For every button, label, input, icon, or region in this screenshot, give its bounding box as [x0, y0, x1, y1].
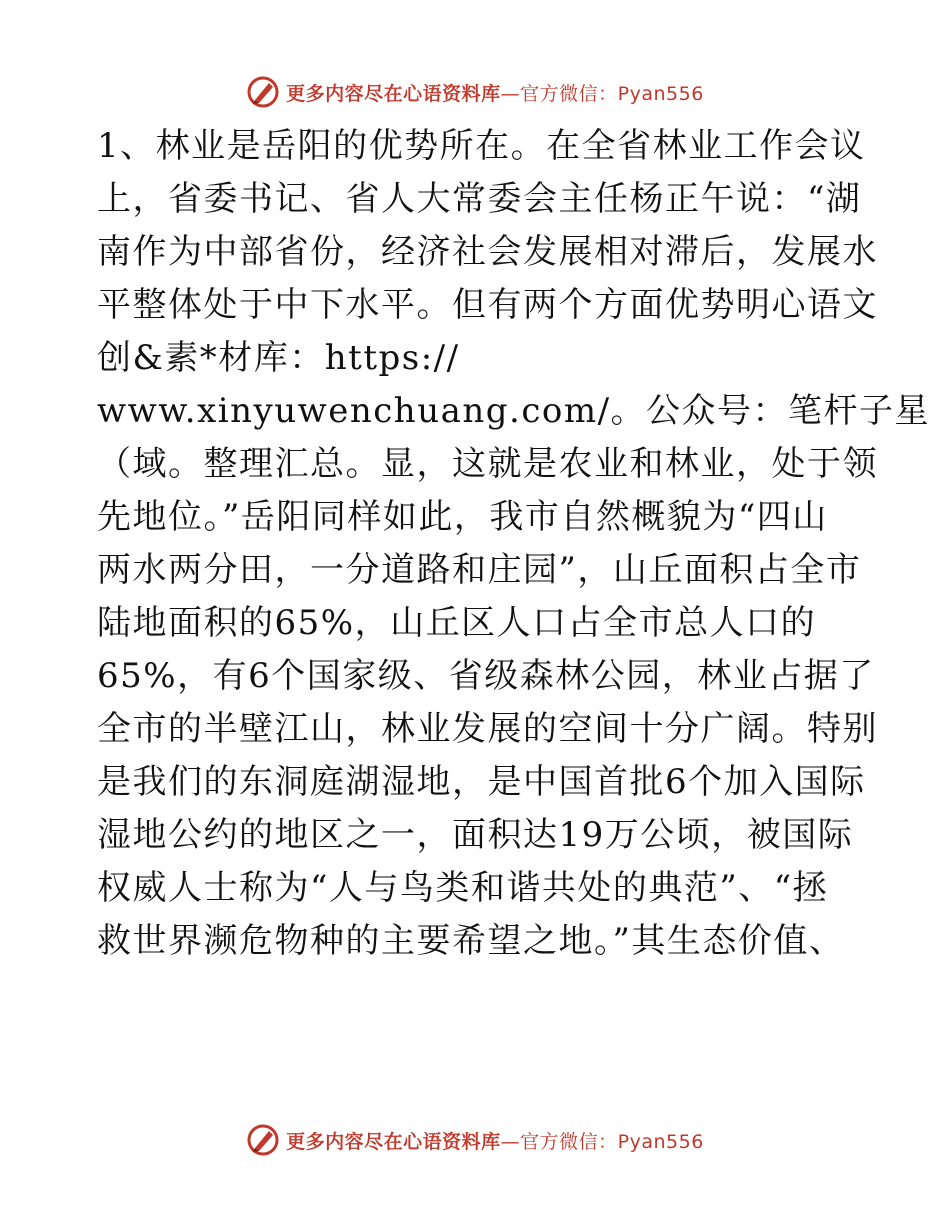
footer-watermark-text: 更多内容尽在心语资料库—官方微信：Pyan556: [286, 1130, 704, 1153]
text-line: 南作为中部省份，经济社会发展相对滞后，发展水: [97, 232, 878, 272]
text-line: （域。整理汇总。显，这就是农业和林业，处于领: [97, 444, 878, 484]
text-line: 创&素*材库：https://: [97, 338, 460, 378]
text-line: 上，省委书记、省人大常委会主任杨正午说：“湖: [97, 179, 862, 219]
text-line: 权威人士称为“人与鸟类和谐共处的典范”、“拯: [97, 868, 829, 908]
text-line: www.xinyuwenchuang.com/。公众号：笔杆子星: [97, 391, 931, 431]
text-line: 是我们的东洞庭湖湿地，是中国首批6个加入国际: [97, 762, 866, 802]
pen-logo-icon: [246, 75, 280, 109]
text-line: 全市的半壁江山，林业发展的空间十分广阔。特别: [97, 709, 878, 749]
text-line: 65%，有6个国家级、省级森林公园，林业占据了: [97, 656, 875, 696]
header-watermark-banner: [0, 72, 950, 112]
text-line: 救世界濒危物种的主要希望之地。”其生态价值、: [97, 921, 845, 961]
text-line: 湿地公约的地区之一，面积达19万公顷，被国际: [97, 815, 854, 855]
text-line: 两水两分田，一分道路和庄园”，山丘面积占全市: [97, 550, 862, 590]
header-watermark-text: 更多内容尽在心语资料库—官方微信：Pyan556: [286, 82, 704, 105]
text-line: 1、林业是岳阳的优势所在。在全省林业工作会议: [97, 126, 866, 166]
document-body: [97, 120, 931, 968]
pen-logo-icon: [246, 1123, 280, 1157]
text-line: 陆地面积的65%，山丘区人口占全市总人口的: [97, 603, 817, 643]
text-line: 平整体处于中下水平。但有两个方面优势明心语文: [97, 285, 878, 325]
footer-watermark-banner: [0, 1120, 950, 1160]
text-line: 先地位。”岳阳同样如此，我市自然概貌为“四山: [97, 497, 828, 537]
